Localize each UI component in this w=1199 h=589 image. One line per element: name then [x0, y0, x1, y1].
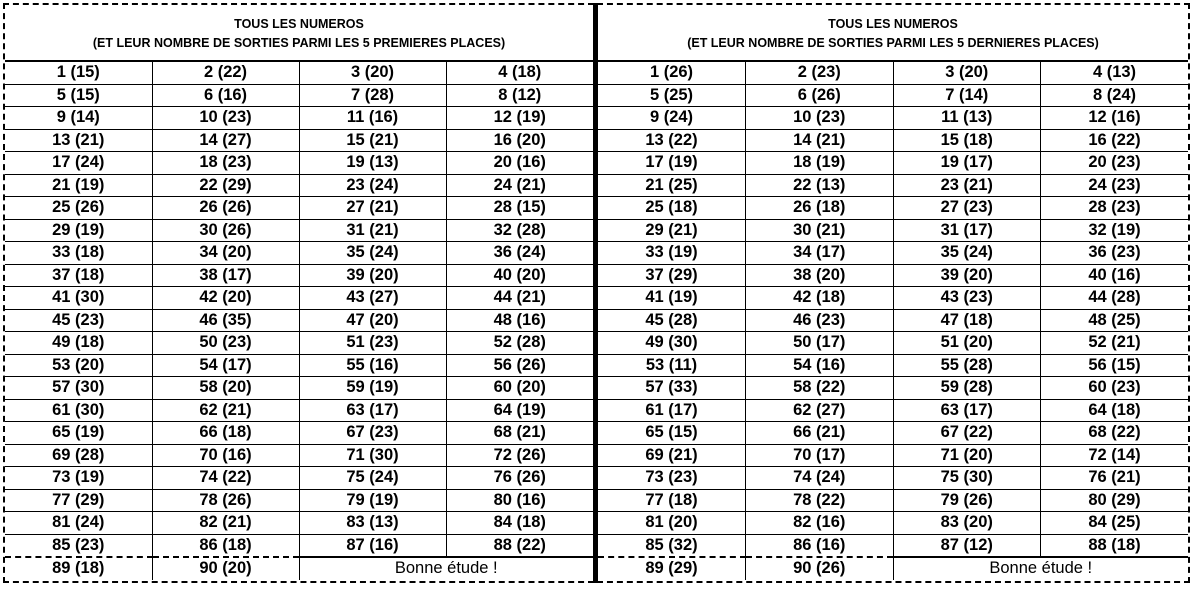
number-cell: 38 (17): [152, 264, 299, 287]
number-cell: 36 (24): [446, 242, 593, 265]
right-title: TOUS LES NUMEROS: [828, 17, 958, 31]
left-panel: [3, 3, 594, 583]
number-cell: 49 (18): [5, 332, 152, 355]
number-cell: 14 (21): [746, 129, 894, 152]
number-cell: 47 (18): [893, 309, 1041, 332]
number-cell: 80 (16): [446, 489, 593, 512]
number-cell: 3 (20): [299, 62, 446, 84]
number-cell: 53 (11): [598, 354, 746, 377]
number-cell: 11 (16): [299, 107, 446, 130]
number-cell: 80 (29): [1041, 489, 1189, 512]
number-cell: 12 (16): [1041, 107, 1189, 130]
table-row: [5, 174, 593, 197]
number-cell: 16 (22): [1041, 129, 1189, 152]
table-row: [5, 62, 593, 84]
number-cell: 89 (29): [598, 557, 746, 580]
table-row: [5, 152, 593, 175]
number-cell: 29 (19): [5, 219, 152, 242]
number-cell: 15 (18): [893, 129, 1041, 152]
number-cell: 35 (24): [299, 242, 446, 265]
number-cell: 77 (29): [5, 489, 152, 512]
table-row: [5, 512, 593, 535]
number-cell: 25 (26): [5, 197, 152, 220]
number-cell: 72 (14): [1041, 444, 1189, 467]
number-cell: 22 (13): [746, 174, 894, 197]
number-cell: 9 (14): [5, 107, 152, 130]
number-cell: 36 (23): [1041, 242, 1189, 265]
number-cell: 87 (16): [299, 534, 446, 557]
number-cell: 75 (24): [299, 467, 446, 490]
number-cell: 46 (35): [152, 309, 299, 332]
left-subtitle: (ET LEUR NOMBRE DE SORTIES PARMI LES 5 PREMIERES PLACES): [92, 36, 506, 50]
number-cell: 15 (21): [299, 129, 446, 152]
closing-message: Bonne étude !: [893, 557, 1188, 580]
number-cell: 70 (16): [152, 444, 299, 467]
number-cell: 38 (20): [746, 264, 894, 287]
number-cell: 32 (19): [1041, 219, 1189, 242]
table-row: [598, 512, 1188, 535]
number-cell: 83 (20): [893, 512, 1041, 535]
number-cell: 20 (23): [1041, 152, 1189, 175]
number-cell: 71 (20): [893, 444, 1041, 467]
number-cell: 87 (12): [893, 534, 1041, 557]
number-cell: 14 (27): [152, 129, 299, 152]
right-number-table: [598, 62, 1188, 580]
number-cell: 39 (20): [299, 264, 446, 287]
number-cell: 18 (19): [746, 152, 894, 175]
number-cell: 23 (24): [299, 174, 446, 197]
table-row: [598, 399, 1188, 422]
table-row: [598, 489, 1188, 512]
table-row: [598, 264, 1188, 287]
number-cell: 60 (20): [446, 377, 593, 400]
table-row: [598, 422, 1188, 445]
table-row: [5, 534, 593, 557]
number-cell: 67 (23): [299, 422, 446, 445]
number-cell: 24 (21): [446, 174, 593, 197]
table-row: [5, 84, 593, 107]
table-row: [598, 219, 1188, 242]
number-cell: 57 (30): [5, 377, 152, 400]
number-cell: 45 (23): [5, 309, 152, 332]
table-row-last: [5, 557, 593, 580]
left-number-table: [5, 62, 593, 580]
number-cell: 81 (24): [5, 512, 152, 535]
table-row: [5, 107, 593, 130]
number-cell: 88 (22): [446, 534, 593, 557]
number-cell: 63 (17): [893, 399, 1041, 422]
number-cell: 35 (24): [893, 242, 1041, 265]
number-cell: 74 (22): [152, 467, 299, 490]
number-cell: 76 (21): [1041, 467, 1189, 490]
number-cell: 26 (26): [152, 197, 299, 220]
table-row: [598, 129, 1188, 152]
number-cell: 79 (26): [893, 489, 1041, 512]
number-cell: 3 (20): [893, 62, 1041, 84]
number-cell: 6 (26): [746, 84, 894, 107]
table-row: [5, 377, 593, 400]
number-cell: 34 (17): [746, 242, 894, 265]
number-cell: 57 (33): [598, 377, 746, 400]
number-cell: 44 (21): [446, 287, 593, 310]
number-cell: 27 (21): [299, 197, 446, 220]
number-cell: 64 (19): [446, 399, 593, 422]
number-cell: 34 (20): [152, 242, 299, 265]
number-cell: 18 (23): [152, 152, 299, 175]
number-cell: 41 (30): [5, 287, 152, 310]
number-cell: 69 (21): [598, 444, 746, 467]
number-cell: 41 (19): [598, 287, 746, 310]
table-row: [5, 287, 593, 310]
number-cell: 42 (18): [746, 287, 894, 310]
number-cell: 72 (26): [446, 444, 593, 467]
table-row: [5, 354, 593, 377]
number-cell: 5 (25): [598, 84, 746, 107]
number-cell: 25 (18): [598, 197, 746, 220]
table-row: [5, 399, 593, 422]
number-cell: 42 (20): [152, 287, 299, 310]
number-cell: 32 (28): [446, 219, 593, 242]
number-cell: 61 (30): [5, 399, 152, 422]
table-row: [598, 242, 1188, 265]
number-cell: 79 (19): [299, 489, 446, 512]
number-cell: 58 (22): [746, 377, 894, 400]
number-cell: 59 (19): [299, 377, 446, 400]
number-cell: 47 (20): [299, 309, 446, 332]
number-cell: 85 (32): [598, 534, 746, 557]
number-cell: 19 (17): [893, 152, 1041, 175]
number-cell: 69 (28): [5, 444, 152, 467]
number-cell: 28 (15): [446, 197, 593, 220]
number-cell: 16 (20): [446, 129, 593, 152]
number-cell: 50 (17): [746, 332, 894, 355]
number-cell: 82 (21): [152, 512, 299, 535]
table-row: [598, 287, 1188, 310]
number-cell: 40 (20): [446, 264, 593, 287]
number-cell: 13 (21): [5, 129, 152, 152]
number-cell: 29 (21): [598, 219, 746, 242]
table-row: [598, 444, 1188, 467]
number-cell: 22 (29): [152, 174, 299, 197]
number-cell: 11 (13): [893, 107, 1041, 130]
number-cell: 31 (21): [299, 219, 446, 242]
number-cell: 76 (26): [446, 467, 593, 490]
number-cell: 90 (26): [746, 557, 894, 580]
number-cell: 68 (21): [446, 422, 593, 445]
number-cell: 30 (26): [152, 219, 299, 242]
number-cell: 88 (18): [1041, 534, 1189, 557]
table-row: [598, 309, 1188, 332]
number-cell: 59 (28): [893, 377, 1041, 400]
number-cell: 40 (16): [1041, 264, 1189, 287]
number-cell: 46 (23): [746, 309, 894, 332]
number-cell: 68 (22): [1041, 422, 1189, 445]
table-row: [5, 242, 593, 265]
number-cell: 12 (19): [446, 107, 593, 130]
number-cell: 55 (16): [299, 354, 446, 377]
number-cell: 55 (28): [893, 354, 1041, 377]
number-cell: 60 (23): [1041, 377, 1189, 400]
table-row: [598, 467, 1188, 490]
table-row: [5, 467, 593, 490]
number-cell: 54 (17): [152, 354, 299, 377]
table-row: [598, 62, 1188, 84]
number-cell: 83 (13): [299, 512, 446, 535]
table-row: [5, 332, 593, 355]
number-cell: 66 (18): [152, 422, 299, 445]
number-cell: 48 (25): [1041, 309, 1189, 332]
table-row: [5, 422, 593, 445]
table-row-last: [598, 557, 1188, 580]
number-cell: 30 (21): [746, 219, 894, 242]
number-cell: 53 (20): [5, 354, 152, 377]
number-cell: 52 (28): [446, 332, 593, 355]
number-cell: 82 (16): [746, 512, 894, 535]
number-cell: 78 (22): [746, 489, 894, 512]
number-cell: 10 (23): [152, 107, 299, 130]
left-title: TOUS LES NUMEROS: [234, 17, 364, 31]
right-panel: [597, 3, 1190, 583]
number-cell: 28 (23): [1041, 197, 1189, 220]
number-cell: 37 (18): [5, 264, 152, 287]
number-cell: 58 (20): [152, 377, 299, 400]
number-cell: 5 (15): [5, 84, 152, 107]
number-cell: 37 (29): [598, 264, 746, 287]
number-cell: 43 (27): [299, 287, 446, 310]
number-cell: 7 (14): [893, 84, 1041, 107]
number-cell: 20 (16): [446, 152, 593, 175]
number-cell: 51 (23): [299, 332, 446, 355]
number-cell: 33 (19): [598, 242, 746, 265]
number-cell: 75 (30): [893, 467, 1041, 490]
table-row: [598, 107, 1188, 130]
number-cell: 8 (24): [1041, 84, 1189, 107]
number-cell: 48 (16): [446, 309, 593, 332]
number-cell: 73 (19): [5, 467, 152, 490]
number-cell: 7 (28): [299, 84, 446, 107]
number-cell: 26 (18): [746, 197, 894, 220]
number-cell: 21 (25): [598, 174, 746, 197]
number-cell: 27 (23): [893, 197, 1041, 220]
number-cell: 78 (26): [152, 489, 299, 512]
number-cell: 10 (23): [746, 107, 894, 130]
number-cell: 77 (18): [598, 489, 746, 512]
number-cell: 85 (23): [5, 534, 152, 557]
number-cell: 63 (17): [299, 399, 446, 422]
number-cell: 65 (19): [5, 422, 152, 445]
number-cell: 67 (22): [893, 422, 1041, 445]
number-cell: 4 (18): [446, 62, 593, 84]
number-cell: 90 (20): [152, 557, 299, 580]
number-cell: 19 (13): [299, 152, 446, 175]
number-cell: 2 (22): [152, 62, 299, 84]
number-cell: 17 (19): [598, 152, 746, 175]
number-cell: 49 (30): [598, 332, 746, 355]
table-row: [598, 84, 1188, 107]
number-cell: 81 (20): [598, 512, 746, 535]
number-cell: 2 (23): [746, 62, 894, 84]
table-row: [5, 129, 593, 152]
number-cell: 9 (24): [598, 107, 746, 130]
number-cell: 23 (21): [893, 174, 1041, 197]
number-cell: 70 (17): [746, 444, 894, 467]
number-cell: 6 (16): [152, 84, 299, 107]
number-cell: 52 (21): [1041, 332, 1189, 355]
table-row: [598, 197, 1188, 220]
table-row: [598, 534, 1188, 557]
number-cell: 45 (28): [598, 309, 746, 332]
number-cell: 44 (28): [1041, 287, 1189, 310]
table-row: [5, 309, 593, 332]
number-cell: 8 (12): [446, 84, 593, 107]
number-cell: 62 (27): [746, 399, 894, 422]
number-cell: 33 (18): [5, 242, 152, 265]
number-cell: 62 (21): [152, 399, 299, 422]
number-cell: 50 (23): [152, 332, 299, 355]
left-header: [5, 5, 593, 62]
number-cell: 13 (22): [598, 129, 746, 152]
table-row: [598, 174, 1188, 197]
table-row: [5, 444, 593, 467]
number-cell: 66 (21): [746, 422, 894, 445]
right-subtitle: (ET LEUR NOMBRE DE SORTIES PARMI LES 5 DERNIERES PLACES): [687, 36, 1099, 50]
number-cell: 71 (30): [299, 444, 446, 467]
table-row: [598, 332, 1188, 355]
number-cell: 1 (26): [598, 62, 746, 84]
number-cell: 31 (17): [893, 219, 1041, 242]
table-row: [5, 197, 593, 220]
number-cell: 17 (24): [5, 152, 152, 175]
number-cell: 73 (23): [598, 467, 746, 490]
number-cell: 86 (16): [746, 534, 894, 557]
number-cell: 4 (13): [1041, 62, 1189, 84]
table-row: [598, 377, 1188, 400]
number-cell: 65 (15): [598, 422, 746, 445]
number-cell: 54 (16): [746, 354, 894, 377]
number-cell: 86 (18): [152, 534, 299, 557]
number-cell: 51 (20): [893, 332, 1041, 355]
table-row: [5, 489, 593, 512]
closing-message: Bonne étude !: [299, 557, 593, 580]
number-cell: 74 (24): [746, 467, 894, 490]
number-cell: 89 (18): [5, 557, 152, 580]
number-cell: 61 (17): [598, 399, 746, 422]
number-cell: 24 (23): [1041, 174, 1189, 197]
number-cell: 1 (15): [5, 62, 152, 84]
table-row: [598, 354, 1188, 377]
number-cell: 43 (23): [893, 287, 1041, 310]
table-row: [598, 152, 1188, 175]
table-row: [5, 264, 593, 287]
number-cell: 21 (19): [5, 174, 152, 197]
number-cell: 39 (20): [893, 264, 1041, 287]
number-cell: 56 (15): [1041, 354, 1189, 377]
table-row: [5, 219, 593, 242]
number-cell: 84 (18): [446, 512, 593, 535]
number-cell: 64 (18): [1041, 399, 1189, 422]
number-cell: 56 (26): [446, 354, 593, 377]
number-cell: 84 (25): [1041, 512, 1189, 535]
right-header: [598, 5, 1188, 62]
